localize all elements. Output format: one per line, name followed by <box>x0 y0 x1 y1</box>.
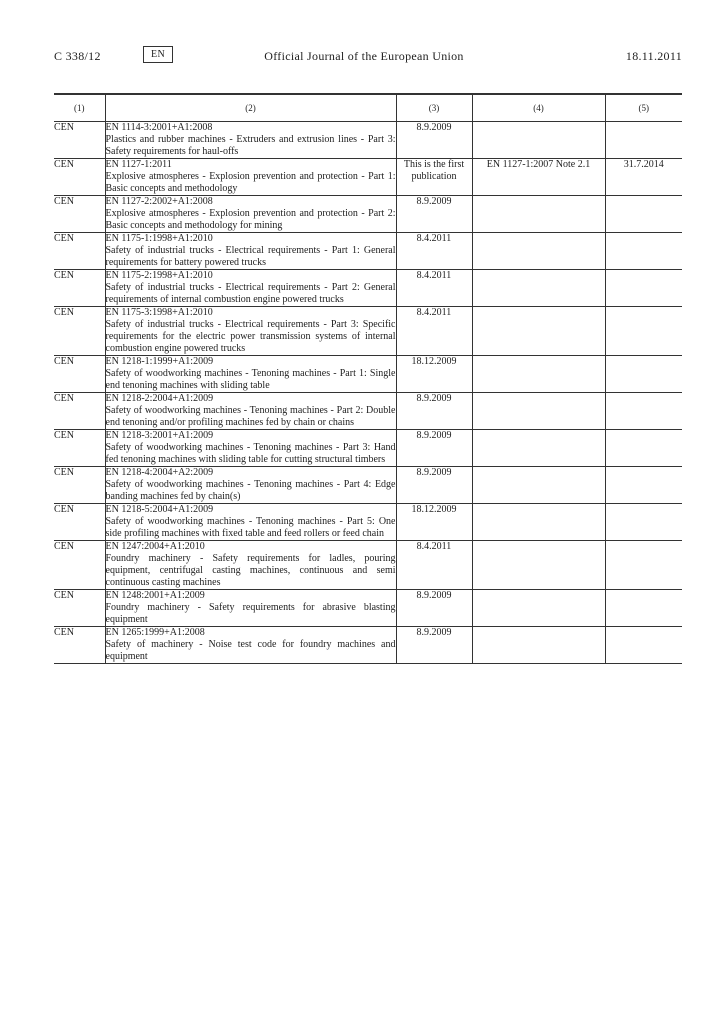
table-row <box>54 430 682 467</box>
standard-reference: EN 1175-3:1998+A1:2010 <box>105 307 213 318</box>
organisation-cell: CEN <box>54 307 105 356</box>
publication-date-cell: 8.9.2009 <box>396 430 472 467</box>
cessation-date-cell: 31.7.2014 <box>605 159 682 196</box>
column-header: (2) <box>105 94 396 122</box>
standard-reference: EN 1247:2004+A1:2010 <box>105 541 205 552</box>
organisation-cell: CEN <box>54 467 105 504</box>
superseded-standard-cell <box>472 541 605 590</box>
organisation-cell: CEN <box>54 590 105 627</box>
standard-title: Foundry machinery - Safety requirements for abrasive blasting equipment <box>105 602 396 625</box>
standard-reference: EN 1248:2001+A1:2009 <box>105 590 205 601</box>
standard-reference: EN 1218-2:2004+A1:2009 <box>105 393 214 404</box>
publication-date-cell: 8.9.2009 <box>396 122 472 159</box>
standard-cell <box>105 467 396 504</box>
publication-date: 18.11.2011 <box>625 49 682 63</box>
table-body <box>54 122 682 664</box>
table-row <box>54 196 682 233</box>
cessation-date-cell <box>605 356 682 393</box>
table-row <box>54 159 682 196</box>
publication-date-cell: 8.4.2011 <box>396 233 472 270</box>
publication-date-cell: 8.4.2011 <box>396 270 472 307</box>
standard-title: Safety of industrial trucks - Electrical requirements - Part 1: General requirements for battery powered trucks <box>105 245 396 268</box>
standard-cell <box>105 233 396 270</box>
organisation-cell: CEN <box>54 159 105 196</box>
standard-title: Safety of woodworking machines - Tenoning machines - Part 3: Hand fed tenoning machines with sliding table for cutting structural timbers <box>105 442 396 465</box>
standard-title: Safety of woodworking machines - Tenoning machines - Part 4: Edge banding machines fed by chain(s) <box>105 479 396 502</box>
cessation-date-cell <box>605 430 682 467</box>
superseded-standard-cell: EN 1127-1:2007 Note 2.1 <box>472 159 605 196</box>
standard-title: Safety of woodworking machines - Tenoning machines - Part 5: One side profiling machines with fixed table and feed rollers or feed chain <box>105 516 396 539</box>
cessation-date-cell <box>605 307 682 356</box>
standard-cell <box>105 196 396 233</box>
organisation-cell: CEN <box>54 196 105 233</box>
standard-title: Plastics and rubber machines - Extruders and extrusion lines - Part 3: Safety requirements for haul-offs <box>105 134 396 157</box>
organisation-cell: CEN <box>54 393 105 430</box>
standard-reference: EN 1218-1:1999+A1:2009 <box>105 356 214 367</box>
publication-date-cell: 8.9.2009 <box>396 590 472 627</box>
standard-cell <box>105 122 396 159</box>
publication-date-cell: 8.9.2009 <box>396 627 472 664</box>
cessation-date-cell <box>605 627 682 664</box>
table-row <box>54 627 682 664</box>
standard-cell <box>105 590 396 627</box>
publication-date-cell: 8.4.2011 <box>396 541 472 590</box>
publication-date-cell: 8.4.2011 <box>396 307 472 356</box>
organisation-cell: CEN <box>54 122 105 159</box>
organisation-cell: CEN <box>54 504 105 541</box>
superseded-standard-cell <box>472 307 605 356</box>
standard-reference: EN 1218-4:2004+A2:2009 <box>105 467 214 478</box>
table-row <box>54 233 682 270</box>
cessation-date-cell <box>605 122 682 159</box>
superseded-standard-cell <box>472 196 605 233</box>
superseded-standard-cell <box>472 233 605 270</box>
standards-table <box>54 93 682 664</box>
cessation-date-cell <box>605 196 682 233</box>
superseded-standard-cell <box>472 504 605 541</box>
cessation-date-cell <box>605 270 682 307</box>
organisation-cell: CEN <box>54 430 105 467</box>
publication-date-cell: 18.12.2009 <box>396 504 472 541</box>
standard-cell <box>105 504 396 541</box>
standard-reference: EN 1175-2:1998+A1:2010 <box>105 270 213 281</box>
journal-title: Official Journal of the European Union <box>264 49 464 63</box>
cessation-date-cell <box>605 393 682 430</box>
table-row <box>54 270 682 307</box>
superseded-standard-cell <box>472 270 605 307</box>
table-row <box>54 541 682 590</box>
standard-title: Safety of industrial trucks - Electrical requirements - Part 2: General requirements of internal combustion engine powered trucks <box>105 282 396 305</box>
superseded-standard-cell <box>472 356 605 393</box>
standard-title: Safety of woodworking machines - Tenoning machines - Part 1: Single end tenoning machines with sliding table <box>105 368 396 391</box>
publication-date-cell: This is the first publication <box>396 159 472 196</box>
column-header: (4) <box>472 94 605 122</box>
standard-reference: EN 1127-2:2002+A1:2008 <box>105 196 213 207</box>
publication-date-cell: 18.12.2009 <box>396 356 472 393</box>
organisation-cell: CEN <box>54 233 105 270</box>
superseded-standard-cell <box>472 393 605 430</box>
organisation-cell: CEN <box>54 541 105 590</box>
standard-cell <box>105 541 396 590</box>
standard-reference: EN 1218-3:2001+A1:2009 <box>105 430 214 441</box>
table-row <box>54 467 682 504</box>
standard-reference: EN 1175-1:1998+A1:2010 <box>105 233 213 244</box>
cessation-date-cell <box>605 590 682 627</box>
publication-date-cell: 8.9.2009 <box>396 196 472 233</box>
table-row <box>54 590 682 627</box>
standard-cell <box>105 430 396 467</box>
organisation-cell: CEN <box>54 627 105 664</box>
superseded-standard-cell <box>472 430 605 467</box>
standard-cell <box>105 307 396 356</box>
organisation-cell: CEN <box>54 356 105 393</box>
standard-title: Safety of industrial trucks - Electrical requirements - Part 3: Specific requirements for the electric power transmission systems of internal combustion engine powered trucks <box>105 319 396 354</box>
standard-cell <box>105 270 396 307</box>
cessation-date-cell <box>605 541 682 590</box>
cessation-date-cell <box>605 233 682 270</box>
standard-reference: EN 1218-5:2004+A1:2009 <box>105 504 214 515</box>
standard-title: Explosive atmospheres - Explosion prevention and protection - Part 1: Basic concepts and methodology <box>105 171 396 194</box>
standard-cell <box>105 159 396 196</box>
column-header: (5) <box>605 94 682 122</box>
standard-reference: EN 1114-3:2001+A1:2008 <box>105 122 213 133</box>
standard-reference: EN 1265:1999+A1:2008 <box>105 627 205 638</box>
standard-cell <box>105 356 396 393</box>
table-row <box>54 393 682 430</box>
superseded-standard-cell <box>472 122 605 159</box>
standard-title: Foundry machinery - Safety requirements for ladles, pouring equipment, centrifugal casting machines, continuous and semi continuous casting machines <box>105 553 396 588</box>
column-header: (3) <box>396 94 472 122</box>
standard-cell <box>105 393 396 430</box>
standard-reference: EN 1127-1:2011 <box>105 159 172 170</box>
table-row <box>54 504 682 541</box>
column-header: (1) <box>54 94 105 122</box>
superseded-standard-cell <box>472 467 605 504</box>
publication-date-cell: 8.9.2009 <box>396 467 472 504</box>
table-row <box>54 122 682 159</box>
page-reference: C 338/12 <box>54 49 101 63</box>
table-row <box>54 307 682 356</box>
standard-cell <box>105 627 396 664</box>
superseded-standard-cell <box>472 627 605 664</box>
cessation-date-cell <box>605 467 682 504</box>
language-badge: EN <box>143 46 173 63</box>
organisation-cell: CEN <box>54 270 105 307</box>
standard-title: Safety of machinery - Noise test code for foundry machines and equipment <box>105 639 396 662</box>
table-header-row <box>54 94 682 122</box>
standard-title: Safety of woodworking machines - Tenoning machines - Part 2: Double end tenoning and/or profiling machines fed by chain or chains <box>105 405 396 428</box>
standard-title: Explosive atmospheres - Explosion prevention and protection - Part 2: Basic concepts and methodology for mining <box>105 208 396 231</box>
cessation-date-cell <box>605 504 682 541</box>
table-row <box>54 356 682 393</box>
superseded-standard-cell <box>472 590 605 627</box>
publication-date-cell: 8.9.2009 <box>396 393 472 430</box>
